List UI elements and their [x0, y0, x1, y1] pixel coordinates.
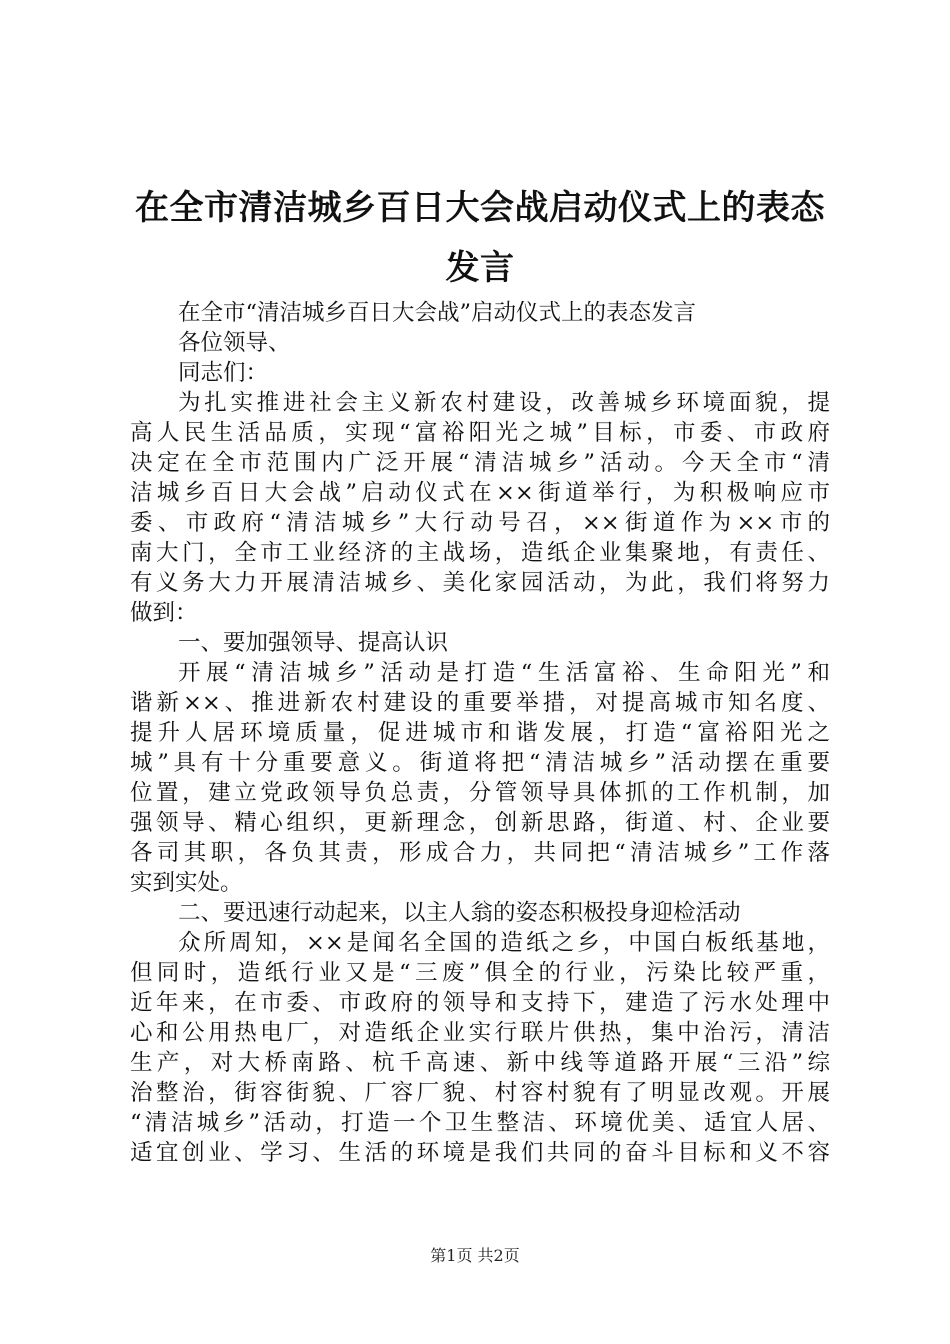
- section-heading: 二、要迅速行动起来，以主人翁的姿态积极投身迎检活动: [178, 900, 741, 926]
- paragraph-line: 委、市政府“清洁城乡”大行动号召，××街道作为××市的: [130, 510, 830, 536]
- salutation-line: 同志们：: [178, 360, 269, 386]
- paragraph-line: 谐新××、推进新农村建设的重要举措，对提高城市知名度、: [130, 690, 830, 716]
- page-footer: 第1页 共2页: [430, 1246, 520, 1265]
- paragraph-line: 南大门，全市工业经济的主战场，造纸企业集聚地，有责任、: [130, 540, 830, 566]
- salutation-line: 各位领导、: [178, 330, 291, 356]
- paragraph-line: 实到实处。: [130, 870, 243, 896]
- paragraph-line: 位置，建立党政领导负总责，分管领导具体抓的工作机制，加: [130, 780, 830, 806]
- paragraph-line: “清洁城乡”活动，打造一个卫生整洁、环境优美、适宜人居、: [130, 1110, 830, 1136]
- paragraph-line: 决定在全市范围内广泛开展“清洁城乡”活动。今天全市“清: [130, 450, 830, 476]
- paragraph-line: 强领导、精心组织，更新理念，创新思路，街道、村、企业要: [130, 810, 830, 836]
- paragraph-line: 但同时，造纸行业又是“三废”俱全的行业，污染比较严重，: [130, 960, 830, 986]
- paragraph-line: 提升人居环境质量，促进城市和谐发展，打造“富裕阳光之: [130, 720, 830, 746]
- paragraph-line: 高人民生活品质，实现“富裕阳光之城”目标，市委、市政府: [130, 420, 830, 446]
- paragraph-line: 众所周知，××是闻名全国的造纸之乡，中国白板纸基地，: [178, 930, 830, 956]
- paragraph-line: 有义务大力开展清洁城乡、美化家园活动，为此，我们将努力: [130, 570, 830, 596]
- paragraph-line: 各司其职，各负其责，形成合力，共同把“清洁城乡”工作落: [130, 840, 830, 866]
- paragraph-line: 开展“清洁城乡”活动是打造“生活富裕、生命阳光”和: [178, 660, 830, 686]
- paragraph-line: 洁城乡百日大会战”启动仪式在××街道举行，为积极响应市: [130, 480, 830, 506]
- document-title-line-1: 在全市清洁城乡百日大会战启动仪式上的表态: [135, 188, 825, 228]
- paragraph-line: 治整治，街容街貌、厂容厂貌、村容村貌有了明显改观。开展: [130, 1080, 830, 1106]
- document-title-line-2: 发言: [445, 248, 515, 288]
- document-body: [130, 298, 830, 1168]
- paragraph-line: 城”具有十分重要意义。街道将把“清洁城乡”活动摆在重要: [130, 750, 830, 776]
- paragraph-line: 生产，对大桥南路、杭千高速、新中线等道路开展“三沿”综: [130, 1050, 830, 1076]
- paragraph-line: 心和公用热电厂，对造纸企业实行联片供热，集中治污，清洁: [130, 1020, 830, 1046]
- section-heading: 一、要加强领导、提高认识: [178, 630, 449, 656]
- paragraph-line: 为扎实推进社会主义新农村建设，改善城乡环境面貌，提: [178, 390, 830, 416]
- paragraph-line: 做到：: [130, 600, 198, 626]
- paragraph-line: 近年来，在市委、市政府的领导和支持下，建造了污水处理中: [130, 990, 830, 1016]
- paragraph-line: 适宜创业、学习、生活的环境是我们共同的奋斗目标和义不容: [130, 1140, 830, 1166]
- subtitle-line: 在全市“清洁城乡百日大会战”启动仪式上的表态发言: [178, 300, 697, 326]
